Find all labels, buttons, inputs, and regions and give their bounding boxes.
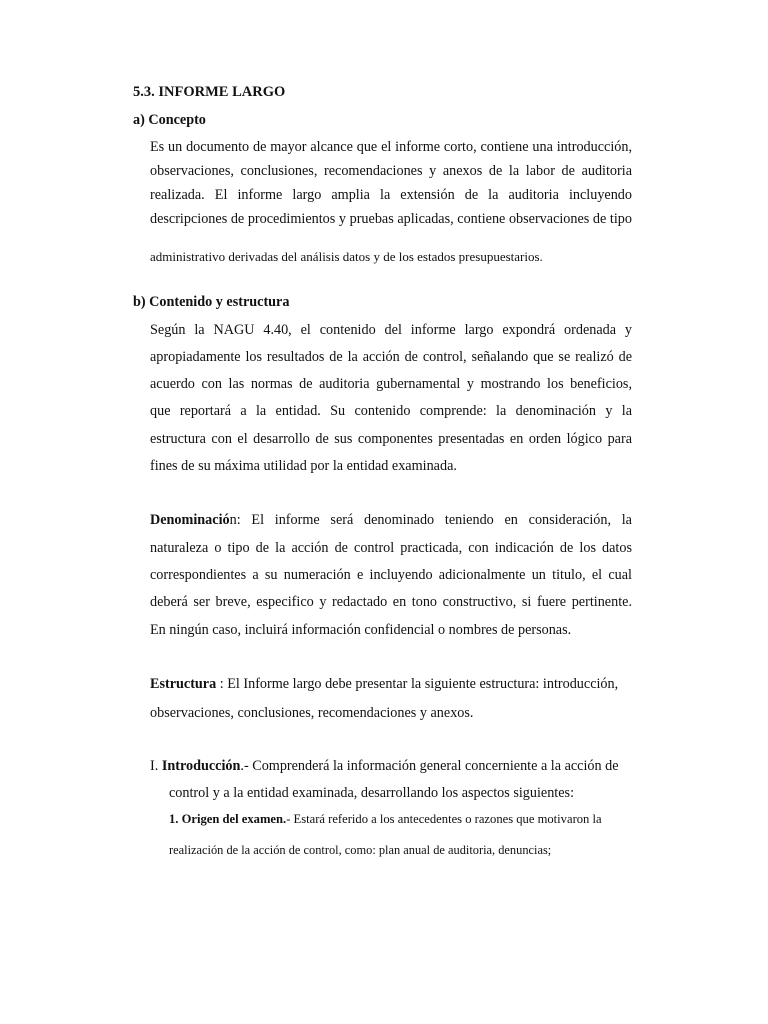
estructura-line-2: observaciones, conclusiones, recomendaciones y anexos. [150,705,474,721]
denominacion-first-line-text: : El informe será denominado teniendo en consideración, la [236,512,632,528]
origen-term: 1. Origen del examen. [169,812,287,826]
denominacion-line-5: En ningún caso, incluirá información confidencial o nombres de personas. [150,622,572,638]
introduccion-numeral: I. [150,758,162,774]
estructura-term: Estructura [150,676,217,692]
section-title: 5.3. INFORME LARGO [133,84,286,100]
denominacion-line-1 [150,510,632,530]
concepto-line-1: Es un documento de mayor alcance que el informe corto, contiene una introducción, [150,139,632,155]
contenido-heading: b) Contenido y estructura [133,294,290,310]
origen-first-line-text: - Estará referido a los antecedentes o razones que motivaron la [286,812,602,826]
contenido-line-4: que reportará a la entidad. Su contenido comprende: la denominación y la [150,403,632,419]
concepto-line-2: observaciones, conclusiones, recomendaciones y anexos de la labor de auditoria [150,163,632,179]
contenido-line-6: fines de su máxima utilidad por la entidad examinada. [150,458,457,474]
denominacion-line-3: correspondientes a su numeración e incluyendo adicionalmente un titulo, el cual [150,567,632,583]
introduccion-line-1 [150,756,619,776]
contenido-line-2: apropiadamente los resultados de la acción de control, señalando que se realizó de [150,349,632,365]
denominacion-line-4: deberá ser breve, especifico y redactado en tono constructivo, si fuere pertinente. [150,594,632,610]
origen-line-1 [169,809,602,829]
contenido-line-3: acuerdo con las normas de auditoria gubernamental y mostrando los beneficios, [150,376,632,392]
introduccion-first-line-text: .- Comprenderá la información general concerniente a la acción de [240,758,619,774]
introduccion-term: Introducción [161,758,241,774]
denominacion-term-rest: n [229,512,237,528]
concepto-line-5: administrativo derivadas del análisis datos y de los estados presupuestarios. [150,249,543,264]
denominacion-line-2: naturaleza o tipo de la acción de control practicada, con indicación de los datos [150,540,632,556]
estructura-first-line-text: : El Informe largo debe presentar la siguiente estructura: introducción, [216,676,619,692]
concepto-line-4: descripciones de procedimientos y pruebas aplicadas, contiene observaciones de tipo [150,211,632,227]
denominacion-term: Denominació [150,512,230,528]
concepto-line-3: realizada. El informe largo amplia la extensión de la auditoria incluyendo [150,187,632,203]
contenido-line-1: Según la NAGU 4.40, el contenido del informe largo expondrá ordenada y [150,322,632,338]
concepto-heading: a) Concepto [133,112,206,128]
origen-line-2: realización de la acción de control, como: plan anual de auditoria, denuncias; [169,843,552,857]
contenido-line-5: estructura con el desarrollo de sus componentes presentadas en orden lógico para [150,431,632,447]
introduccion-line-2: control y a la entidad examinada, desarrollando los aspectos siguientes: [169,785,575,801]
estructura-line-1 [150,674,618,694]
